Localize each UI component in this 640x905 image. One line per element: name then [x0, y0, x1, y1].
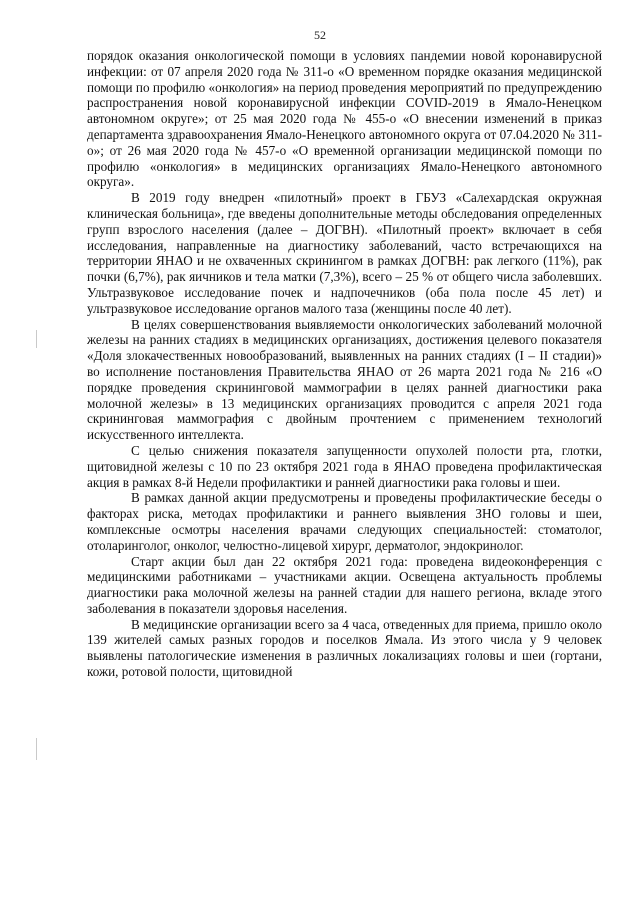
- paragraph: С целью снижения показателя запущенности опухолей полости рта, глотки, щитовидной железы с 10 по 23 октября 2021 года в ЯНАО проведена профилактическая акция в рамках 8-й Недели профилактики и ранней диагностики рака головы и шеи.: [87, 442, 602, 490]
- paragraph: В целях совершенствования выявляемости онкологических заболеваний молочной железы на ранних стадиях в медицинских организациях, достижения целевого показателя «Доля злокачественных новообразований, выявленных на ранних стадиях (I – II стадии)» во исполнение постановления Правительства ЯНАО от 26 марта 2021 года № 216 «О порядке проведения скрининговой маммографии в целях ранней диагностики рака молочной железы» в 13 медицинских организациях проводится с апреля 2021 года скрининговая маммография с двойным прочтением с применением технологий искусственного интеллекта.: [87, 316, 602, 443]
- scan-margin-mark: [36, 330, 37, 348]
- page-number: 52: [314, 28, 326, 42]
- paragraph: В медицинские организации всего за 4 часа, отведенных для приема, пришло около 139 жителей самых разных городов и поселков Ямала. Из этого числа у 9 человек выявлены патологические изменения в различных локализациях головы и шеи (гортани, кожи, ротовой полости, щитовидной: [87, 616, 602, 680]
- paragraph: порядок оказания онкологической помощи в условиях пандемии новой коронавирусной инфекции: от 07 апреля 2020 года № 311-о «О временном порядке оказания медицинской помощи по профилю «онкология» на период проведения мероприятий по предупреждению распространения новой коронавирусной инфекции COVID-2019 в Ямало-Ненецком автономном округе»; от 25 мая 2020 года № 455-о «О внесении изменений в приказ департамента здравоохранения Ямало-Ненецкого автономного округа от 07.04.2020 № 311-о»; от 26 мая 2020 года № 457-о «О временной организации медицинской помощи по профилю «онкология» в медицинских организациях Ямало-Ненецкого автономного округа».: [87, 48, 602, 190]
- document-body: [87, 48, 602, 680]
- paragraph: Старт акции был дан 22 октября 2021 года: проведена видеоконференция с медицинскими работниками – участниками акции. Освещена актуальность проблемы диагностики рака молочной железы на ранней стадии для нашего региона, вкладе этого заболевания в показатели здоровья населения.: [87, 553, 602, 616]
- scan-margin-mark: [36, 738, 37, 760]
- paragraph: В 2019 году внедрен «пилотный» проект в ГБУЗ «Салехардская окружная клиническая больница», где введены дополнительные методы обследования определенных групп взрослого населения (далее – ДОГВН). «Пилотный проект» включает в себя исследования, направленные на диагностику заболеваний, часто встречающихся на территории ЯНАО и не охваченных скринингом в рамках ДОГВН: рак легкого (11%), рак почки (6,7%), рак яичников и тела матки (7,3%), всего – 25 % от общего числа заболевших. Ультразвуковое исследование почек и надпочечников (оба пола после 45 лет) и ультразвуковое исследование органов малого таза (женщины после 40 лет).: [87, 190, 602, 316]
- paragraph: В рамках данной акции предусмотрены и проведены профилактические беседы о факторах риска, методах профилактики и раннего выявления ЗНО головы и шеи, комплексные осмотры населения врачами следующих специальностей: стоматолог, отоларинголог, онколог, челюстно-лицевой хирург, дерматолог, эндокринолог.: [87, 490, 602, 553]
